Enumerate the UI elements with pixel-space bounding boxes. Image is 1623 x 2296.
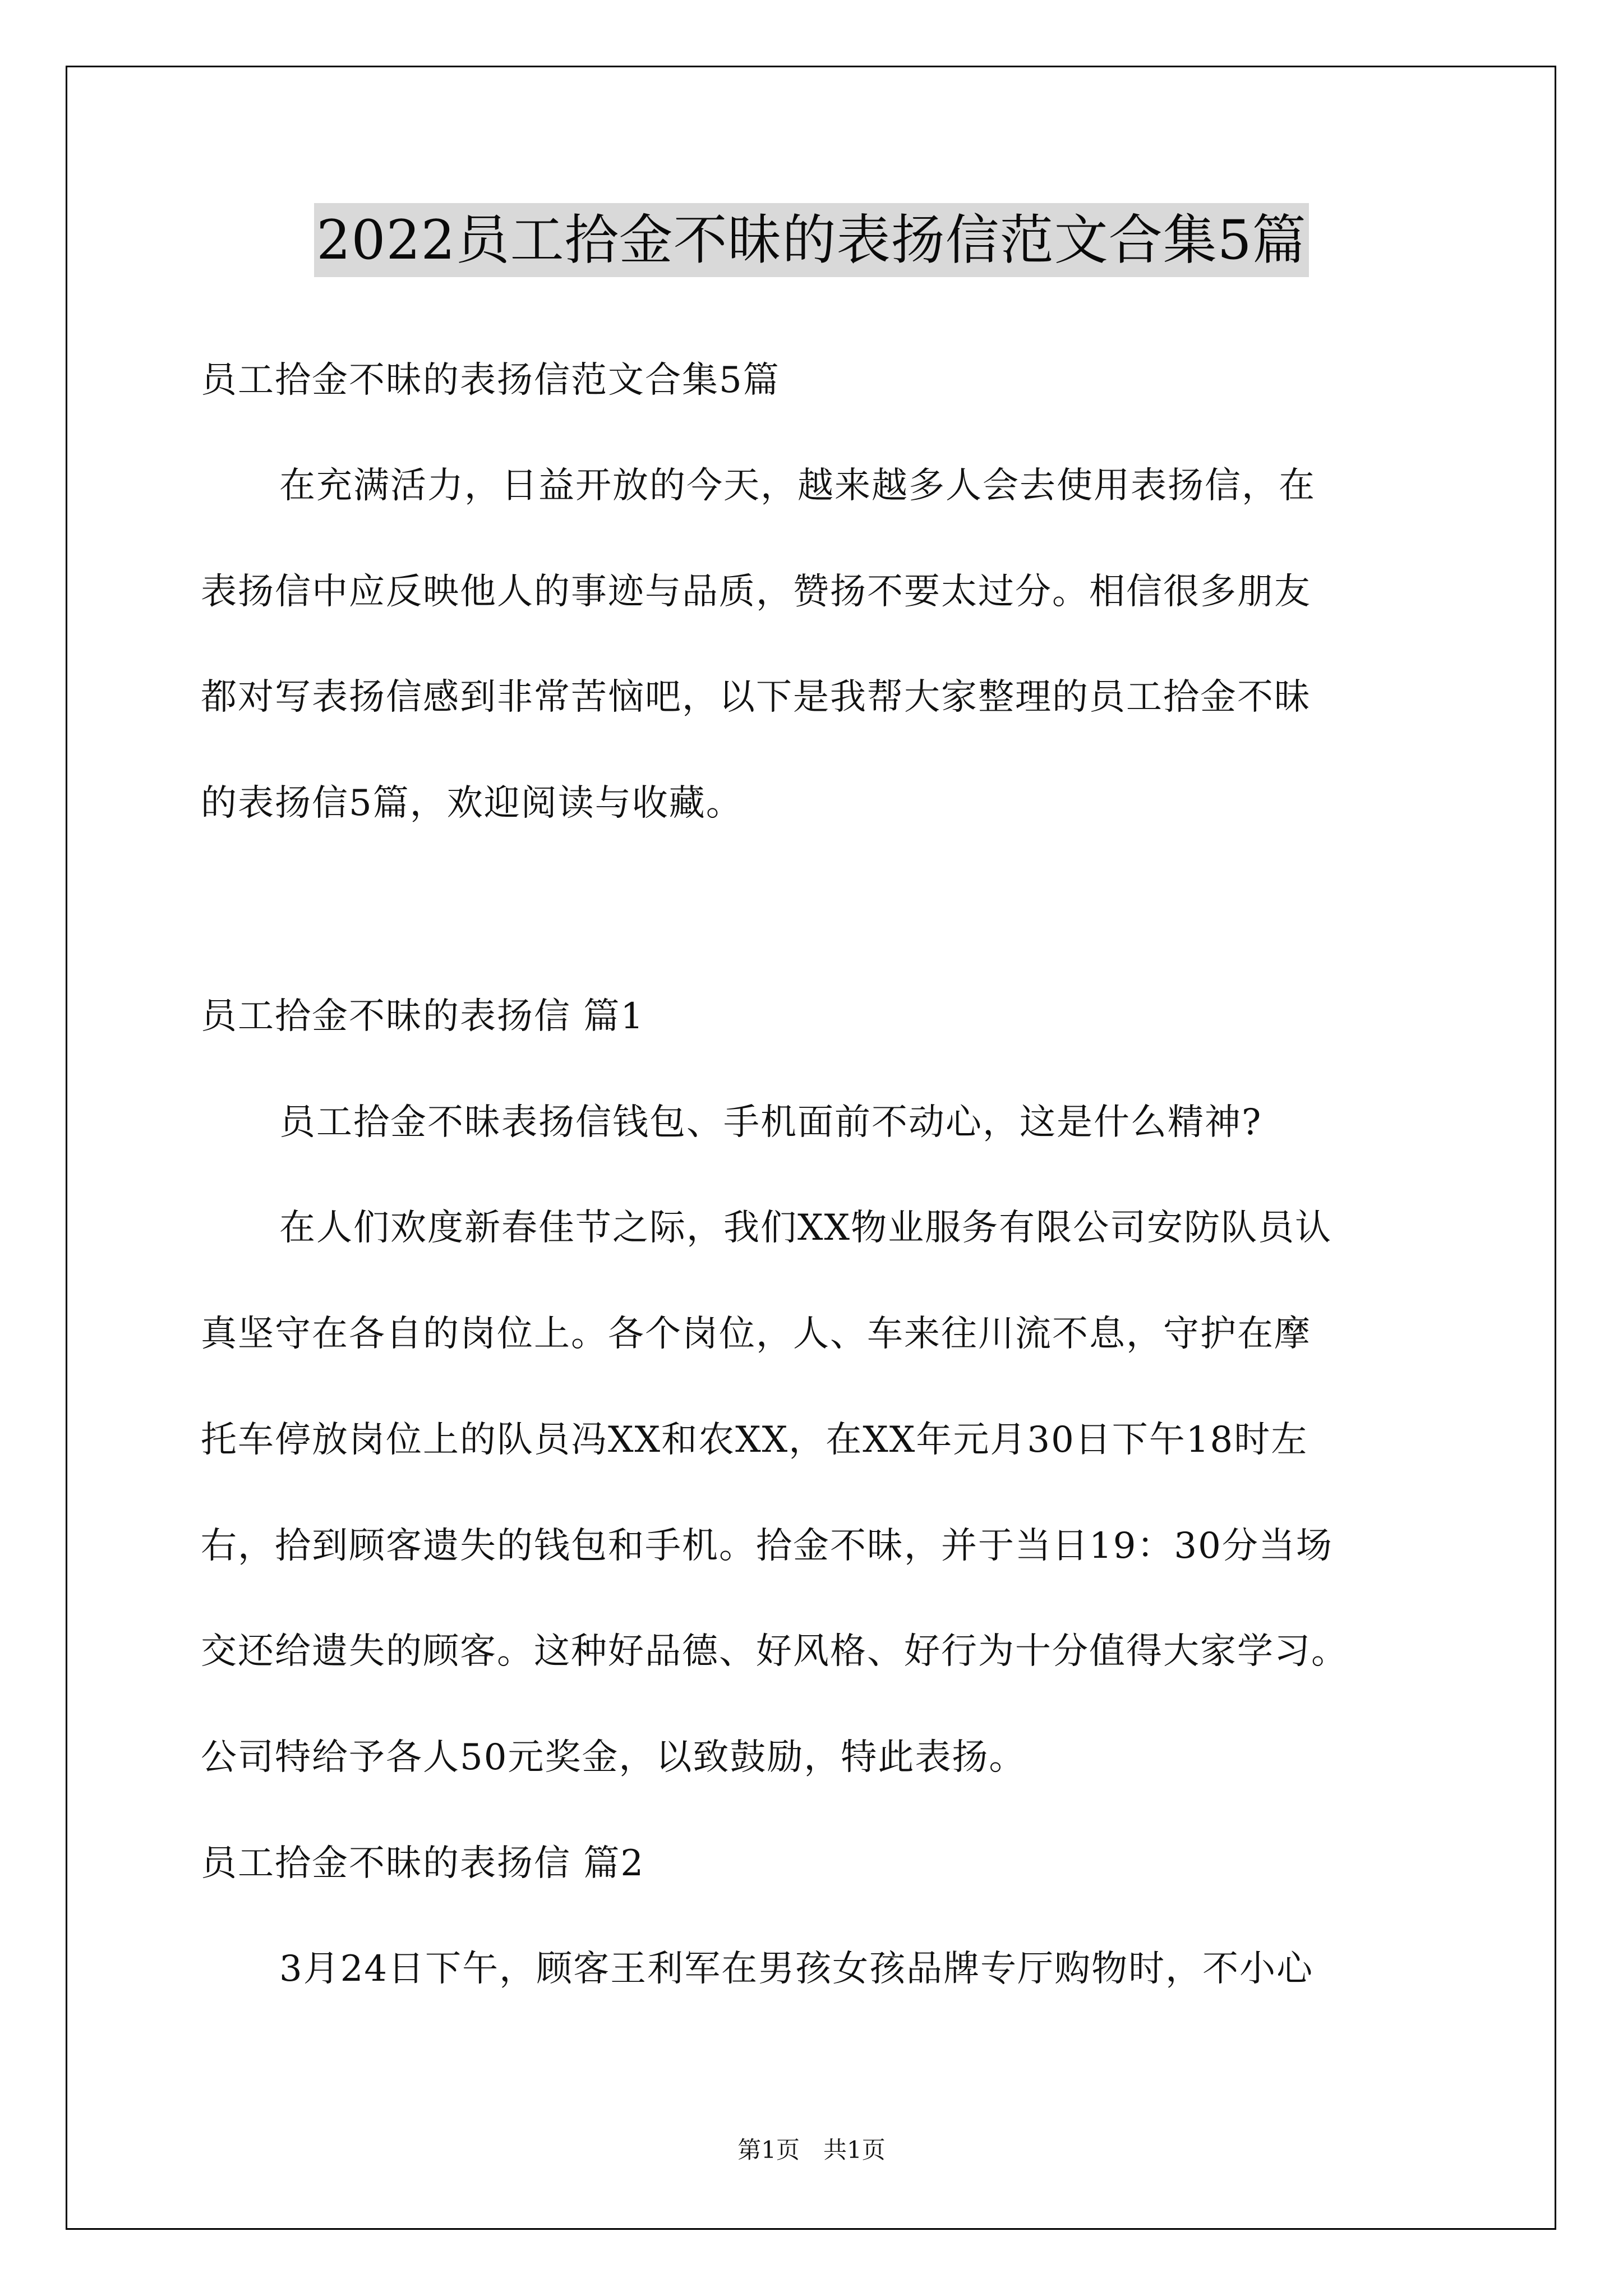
intro-paragraph-line: 在充满活力，日益开放的今天，越来越多人会去使用表扬信，在	[279, 465, 1316, 507]
body-paragraph-line: 员工拾金不昧表扬信钱包、手机面前不动心，这是什么精神?	[279, 1102, 1262, 1143]
intro-paragraph-line: 都对写表扬信感到非常苦恼吧，以下是我帮大家整理的员工拾金不昧	[201, 677, 1311, 718]
section-heading-2: 员工拾金不昧的表扬信 篇2	[201, 1843, 645, 1884]
body-paragraph-line: 右，拾到顾客遗失的钱包和手机。拾金不昧，并于当日19：30分当场	[201, 1525, 1333, 1567]
body-paragraph-line: 3月24日下午，顾客王利军在男孩女孩品牌专厅购物时，不小心	[279, 1948, 1314, 1990]
intro-paragraph-line: 表扬信中应反映他人的事迹与品质，赞扬不要太过分。相信很多朋友	[201, 571, 1311, 613]
subtitle-line: 员工拾金不昧的表扬信范文合集5篇	[201, 360, 780, 401]
page-footer: 第1页 共1页	[737, 2136, 886, 2164]
intro-paragraph-line: 的表扬信5篇，欢迎阅读与收藏。	[201, 783, 743, 824]
document-title: 2022员工拾金不昧的表扬信范文合集5篇	[314, 203, 1308, 277]
title-container	[0, 203, 1623, 277]
body-paragraph-line: 托车停放岗位上的队员冯XX和农XX，在XX年元月30日下午18时左	[201, 1419, 1308, 1461]
section-heading-1: 员工拾金不昧的表扬信 篇1	[201, 996, 645, 1037]
body-paragraph-line: 交还给遗失的顾客。这种好品德、好风格、好行为十分值得大家学习。	[201, 1631, 1348, 1672]
body-paragraph-line: 真坚守在各自的岗位上。各个岗位，人、车来往川流不息，守护在摩	[201, 1313, 1311, 1355]
body-paragraph-line: 在人们欢度新春佳节之际，我们XX物业服务有限公司安防队员认	[279, 1207, 1332, 1249]
body-paragraph-line: 公司特给予各人50元奖金，以致鼓励，特此表扬。	[201, 1737, 1026, 1778]
